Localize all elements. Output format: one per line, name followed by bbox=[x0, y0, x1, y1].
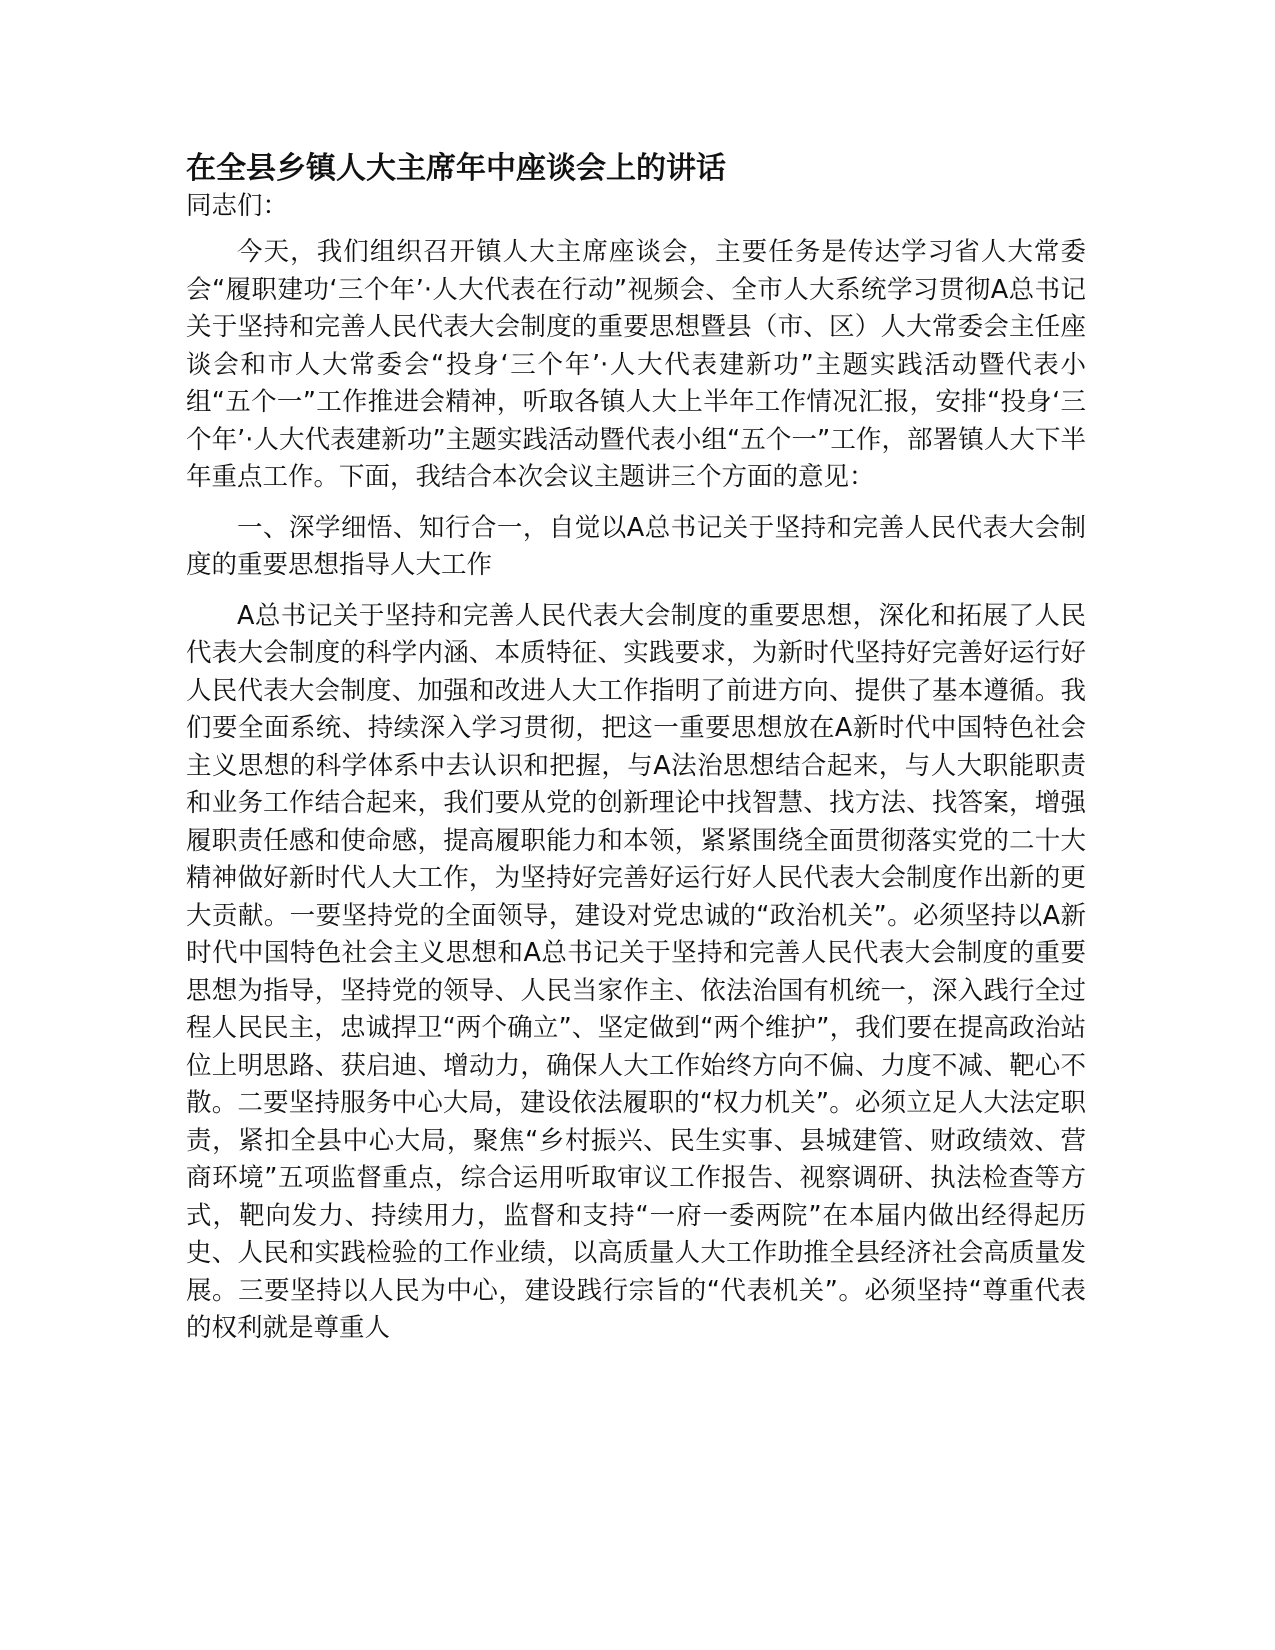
salutation: 同志们： bbox=[186, 191, 289, 221]
section-heading-1: 一、深学细悟、知行合一，自觉以A总书记关于坚持和完善人民代表大会制度的重要思想指导人大工作 bbox=[186, 512, 1086, 580]
paragraph-intro: 今天，我们组织召开镇人大主席座谈会，主要任务是传达学习省人大常委会“履职建功‘三个年’·人大代表在行动”视频会、全市人大系统学习贯彻A总书记关于坚持和完善人民代表大会制度的重要思想暨县（市、区）人大常委会主任座谈会和市人大常委会“投身‘三个年’·人大代表建新功”主题实践活动暨代表小组“五个一”工作推进会精神，听取各镇人大上半年工作情况汇报，安排“投身‘三个年’·人大代表建新功”主题实践活动暨代表小组“五个一”工作，部署镇人大下半年重点工作。下面，我结合本次会议主题讲三个方面的意见： bbox=[186, 237, 1086, 492]
paragraph-section-1-body: A总书记关于坚持和完善人民代表大会制度的重要思想，深化和拓展了人民代表大会制度的科学内涵、本质特征、实践要求，为新时代坚持好完善好运行好人民代表大会制度、加强和改进人大工作指明了前进方向、提供了基本遵循。我们要全面系统、持续深入学习贯彻，把这一重要思想放在A新时代中国特色社会主义思想的科学体系中去认识和把握，与A法治思想结合起来，与人大职能职责和业务工作结合起来，我们要从党的创新理论中找智慧、找方法、找答案，增强履职责任感和使命感，提高履职能力和本领，紧紧围绕全面贯彻落实党的二十大精神做好新时代人大工作，为坚持好完善好运行好人民代表大会制度作出新的更大贡献。一要坚持党的全面领导，建设对党忠诚的“政治机关”。必须坚持以A新时代中国特色社会主义思想和A总书记关于坚持和完善人民代表大会制度的重要思想为指导，坚持党的领导、人民当家作主、依法治国有机统一，深入践行全过程人民民主，忠诚捍卫“两个确立”、坚定做到“两个维护”，我们要在提高政治站位上明思路、获启迪、增动力，确保人大工作始终方向不偏、力度不减、靶心不散。二要坚持服务中心大局，建设依法履职的“权力机关”。必须立足人大法定职责，紧扣全县中心大局，聚焦“乡村振兴、民生实事、县城建管、财政绩效、营商环境”五项监督重点，综合运用听取审议工作报告、视察调研、执法检查等方式，靶向发力、持续用力，监督和支持“一府一委两院”在本届内做出经得起历史、人民和实践检验的工作业绩，以高质量人大工作助推全县经济社会高质量发展。三要坚持以人民为中心，建设践行宗旨的“代表机关”。必须坚持“尊重代表的权利就是尊重人 bbox=[186, 600, 1086, 1343]
document-body bbox=[186, 150, 1086, 1361]
document-title: 在全县乡镇人大主席年中座谈会上的讲话 bbox=[186, 151, 726, 186]
